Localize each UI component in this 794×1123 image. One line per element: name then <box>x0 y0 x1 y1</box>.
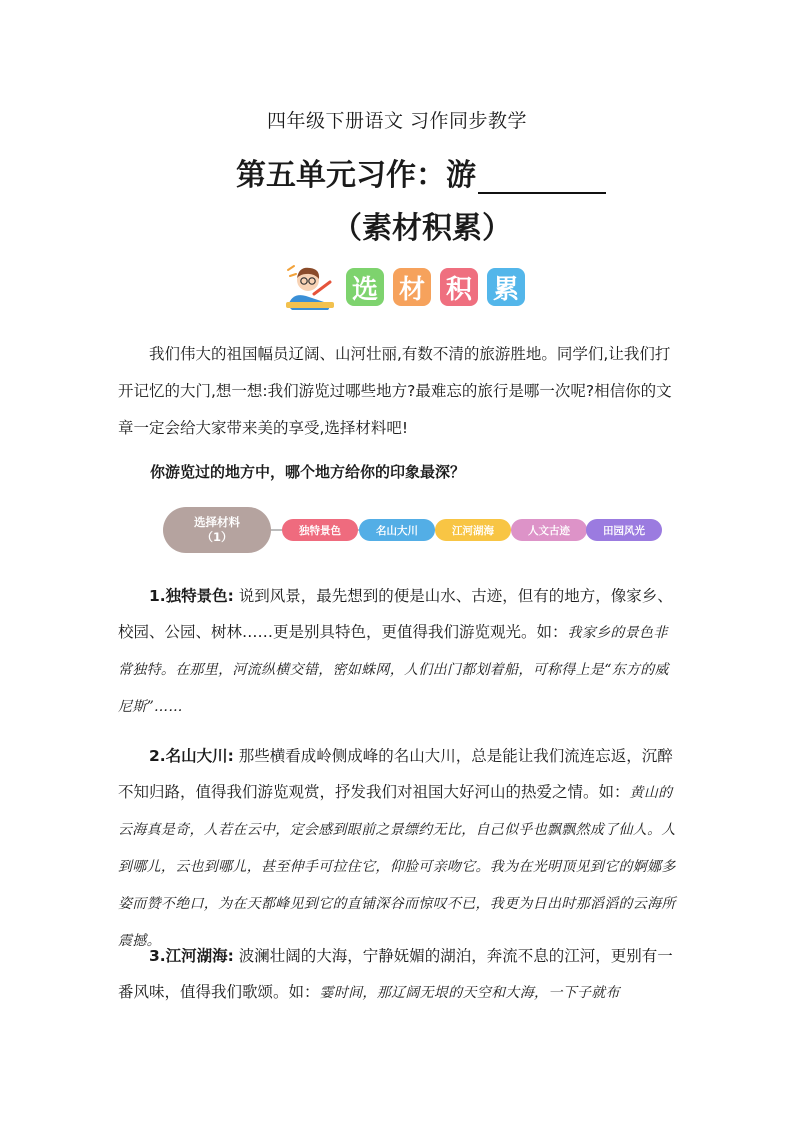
flow-item-historic-sites: 人文古迹 <box>511 519 587 541</box>
student-writing-icon <box>284 262 340 312</box>
material-flow-diagram <box>163 507 658 553</box>
section-heading: 2.名山大川: <box>149 747 234 765</box>
banner-tile-ji: 积 <box>440 268 478 306</box>
flow-main-number: （1） <box>201 530 233 544</box>
banner-tile-lei: 累 <box>487 268 525 306</box>
page-title-text: 第五单元习作：游 <box>236 158 476 193</box>
banner-tile-cai: 材 <box>393 268 431 306</box>
flow-item-unique-scenery: 独特景色 <box>282 519 358 541</box>
title-blank-line <box>478 164 606 194</box>
banner <box>284 262 534 312</box>
section-body: 波澜壮阔的大海，宁静妩媚的湖泊，奔流不息的江河，更别有一番风味，值得我们歌颂。如： <box>118 947 673 1001</box>
guiding-question: 你游览过的地方中，哪个地方给你的印象最深？ <box>150 463 466 481</box>
page-subheading: （素材积累） <box>332 211 512 246</box>
section-rivers-lakes <box>118 938 678 1011</box>
section-famous-mountains <box>118 738 678 959</box>
section-example: 黄山的云海真是奇，人若在云中，定会感到眼前之景缥约无比，自己似乎也飘飘然成了仙人。人到哪儿，云也到哪儿，甚至伸手可拉住它，仰脸可亲吻它。我为在光明顶见到它的婀娜多姿而赞不绝口，为在天都峰见到它的直铺深谷而惊叹不已，我更为日出时那滔滔的云海所震撼。 <box>118 785 676 949</box>
flow-main-label: 选择材料 <box>194 515 240 529</box>
flow-item-rivers-lakes: 江河湖海 <box>435 519 511 541</box>
flow-main-node <box>163 507 271 553</box>
section-example: 霎时间，那辽阔无垠的天空和大海，一下子就布 <box>319 985 620 1001</box>
flow-item-famous-mountains: 名山大川 <box>359 519 435 541</box>
intro-paragraph: 我们伟大的祖国幅员辽阔、山河壮丽,有数不清的旅游胜地。同学们,让我们打开记忆的大门,想一想:我们游览过哪些地方?最难忘的旅行是哪一次呢?相信你的文章一定会给大家带来美的享受,选择材料吧! <box>118 345 672 437</box>
section-body: 那些横看成岭侧成峰的名山大川，总是能让我们流连忘返，沉醉不知归路，值得我们游览观赏，抒发我们对祖国大好河山的热爱之情。如： <box>118 747 673 801</box>
section-heading: 1.独特景色: <box>149 587 234 605</box>
banner-tile-xuan: 选 <box>346 268 384 306</box>
section-example: 我家乡的景色非常独特。在那里，河流纵横交错，密如蛛网，人们出门都划着船，可称得上是“东方的威尼斯”…… <box>118 625 669 715</box>
flow-item-countryside: 田园风光 <box>586 519 662 541</box>
document-subtitle: 四年级下册语文 习作同步教学 <box>266 110 528 132</box>
section-body: 说到风景，最先想到的便是山水、古迹，但有的地方，像家乡、校园、公园、树林……更是别具特色，更值得我们游览观光。如： <box>118 587 673 641</box>
section-unique-scenery <box>118 578 678 725</box>
section-heading: 3.江河湖海: <box>149 947 234 965</box>
page-title <box>236 150 606 194</box>
